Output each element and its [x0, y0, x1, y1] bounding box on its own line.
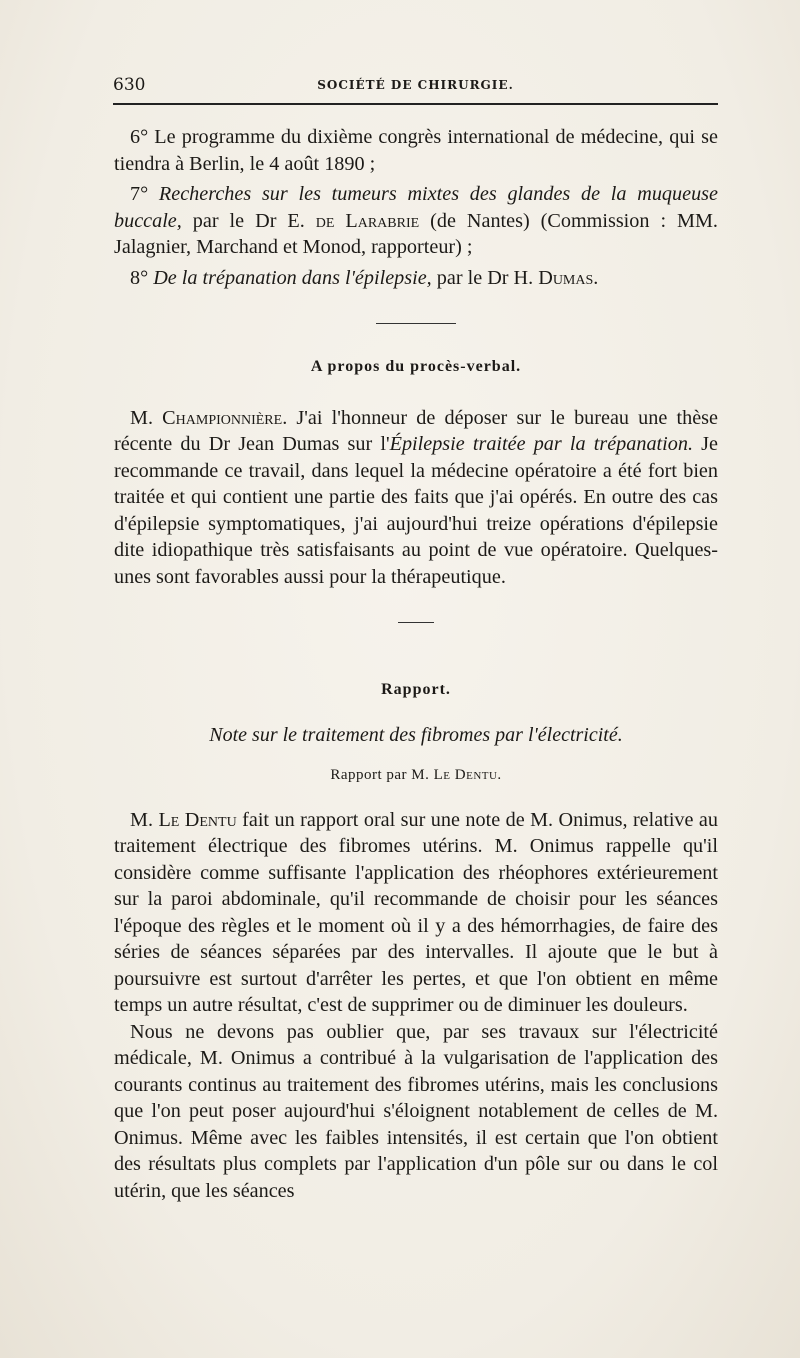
paragraph-onimus: Nous ne devons pas oublier que, par ses travaux sur l'électricité médicale, M. Onimus a contribué à la vulgarisation de l'application des courants continus au traitement des fibromes utérins, mais les conclusions que l'on peut poser aujourd'hui s'éloignent notablement de celles de M. Onimus. Même avec les faibles intensités, il est certain que l'on obtient des résultats plus complets par l'application d'un pôle sur ou dans le col utérin, que les séances [114, 1020, 718, 1202]
section-heading-rapport: Rapport. [381, 681, 451, 698]
speaker-name: M. Championnière. [130, 406, 288, 429]
page-body [114, 120, 718, 1204]
report-byline: Rapport par M. Le Dentu. [330, 767, 502, 783]
list-item-8: 8° De la trépanation dans l'épilepsie, par le Dr H. Dumas. [130, 266, 599, 289]
list-item-7: 7° Recherches sur les tumeurs mixtes des glandes de la muqueuse buccale, par le Dr E. de Larabrie (de Nantes) (Commission : MM. Jalagnier, Marchand et Monod, rapporteur) ; [114, 183, 718, 258]
paragraph-le-dentu: M. Le Dentu fait un rapport oral sur une note de M. Onimus, relative au traitement électrique des fibromes utérins. M. Onimus rappelle qu'il considère comme suffisante l'application des rhéophores extérieurement sur la paroi abdominale, qu'il recommande de choisir pour les séances l'époque des règles et le moment où il y a des hémorrhagies, de faire des séries de séances séparées par des intervalles. Il ajoute que le but à poursuivre est surtout d'arrêter les pertes, et que l'on obtient en même temps un autre résultat, c'est de supprimer ou de diminuer les douleurs. [114, 808, 718, 1016]
list-item-6: 6° Le programme du dixième congrès international de médecine, qui se tiendra à Berlin, le 4 août 1890 ; [114, 126, 718, 175]
section-heading-proces-verbal: A propos du procès-verbal. [310, 358, 522, 375]
header-rule [113, 103, 718, 105]
running-title: SOCIÉTÉ DE CHIRURGIE. [317, 78, 514, 92]
page-number: 630 [113, 75, 146, 95]
speaker-name: M. Le Dentu [130, 808, 237, 831]
paragraph-championniere: M. Championnière. J'ai l'honneur de déposer sur le bureau une thèse récente du Dr Jean Dumas sur l'Épilepsie traitée par la trépanation. Je recommande ce travail, dans lequel la médecine opératoire a été fort bien traitée et qui contient une partie des faits que j'ai opérés. En outre des cas d'épilepsie symptomatiques, j'ai aujourd'hui treize opérations d'épilepsie dite idiopathique très satisfaisants au point de vue opératoire. Quelques-unes sont favorables aussi pour la thérapeutique. [114, 406, 718, 588]
section-divider-short [398, 622, 434, 623]
report-subtitle: Note sur le traitement des fibromes par l'électricité. [209, 723, 623, 746]
section-divider [376, 323, 456, 324]
running-header [113, 72, 718, 98]
